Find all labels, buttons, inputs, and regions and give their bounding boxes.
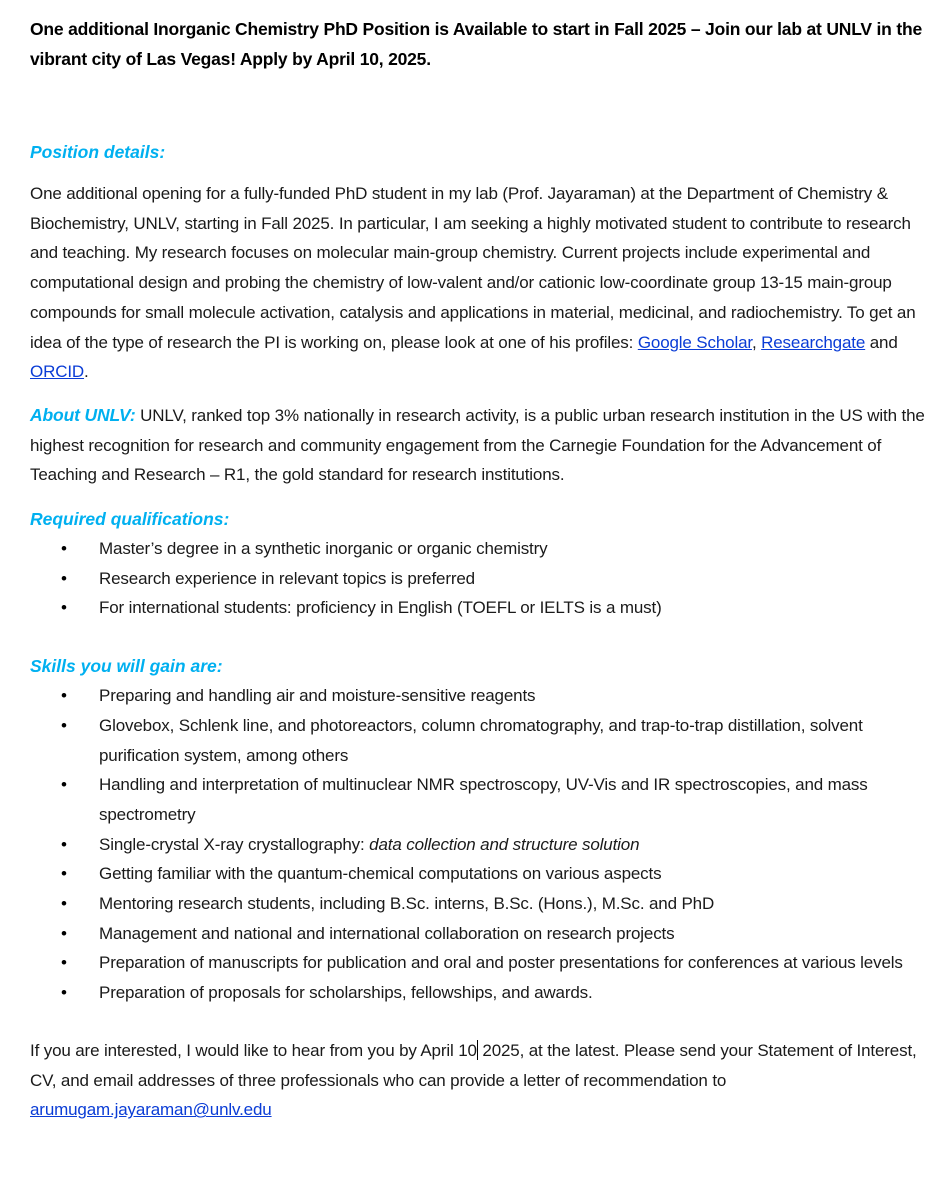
email-link[interactable]: arumugam.jayaraman@unlv.edu (30, 1100, 272, 1120)
about-unlv-paragraph (30, 401, 934, 490)
period: . (84, 362, 89, 382)
google-scholar-link[interactable]: Google Scholar (637, 332, 752, 352)
list-item: • For international students: proficiency in English (TOEFL or IELTS is a must) (30, 593, 934, 623)
list-item: • Preparing and handling air and moisture-sensitive reagents (30, 681, 934, 711)
orcid-link[interactable]: ORCID (30, 362, 85, 382)
list-item: • Master’s degree in a synthetic inorganic or organic chemistry (30, 534, 934, 564)
list-item (30, 830, 934, 860)
list-item: • Preparation of manuscripts for publication and oral and poster presentations for conferences at various levels (30, 948, 934, 978)
skills-heading: Skills you will gain are: (30, 656, 223, 677)
position-text: One additional opening for a fully-funded PhD student in my lab (Prof. Jayaraman) at the Department of Chemistry & Biochemistry, UNLV, starting in Fall 2025. In particular, I am seeking a highly motivated student to contribute to research and teaching. My research focuses on molecular main-group chemistry. Current projects include experimental and computational design and probing the chemistry of low-valent and/or cationic low-coordinate group 13-15 main-group compounds for small molecule activation, catalysis and applications in material, medicinal, and radiochemistry. To get an idea of the type of research the PI is working on, please look at one of his profiles: (30, 184, 916, 352)
skills-list (30, 681, 934, 1008)
page-title: One additional Inorganic Chemistry PhD Position is Available to start in Fall 2025 – Join our lab at UNLV in the vibrant city of Las Vegas! Apply by April 10, 2025. (30, 19, 922, 69)
list-item-italic: data collection and structure solution (369, 834, 640, 854)
qualifications-list (30, 534, 934, 623)
researchgate-link[interactable]: Researchgate (761, 332, 866, 352)
about-unlv-heading: About UNLV: (30, 404, 136, 425)
list-item: • Preparation of proposals for scholarships, fellowships, and awards. (30, 978, 934, 1008)
separator: and (865, 332, 898, 352)
qualifications-heading: Required qualifications: (30, 509, 230, 530)
closing-text: If you are interested, I would like to hear from you by April 10 (30, 1040, 477, 1060)
list-item: • Mentoring research students, including B.Sc. interns, B.Sc. (Hons.), M.Sc. and PhD (30, 889, 934, 919)
closing-text: 2025, at the latest. Please send your Statement of Interest, CV, and email addresses of three professionals who can provide a letter of recommendation to (30, 1040, 917, 1090)
list-item-text: Single-crystal X-ray crystallography: (99, 834, 370, 854)
separator: , (751, 332, 762, 352)
list-item: • Getting familiar with the quantum-chemical computations on various aspects (30, 859, 934, 889)
position-details-paragraph (30, 179, 934, 387)
list-item: • Research experience in relevant topics is preferred (30, 564, 934, 594)
about-unlv-text: UNLV, ranked top 3% nationally in research activity, is a public urban research institution in the US with the highest recognition for research and community engagement from the Carnegie Foundation for the Advancement of Teaching and Research – R1, the gold standard for research institutions. (30, 405, 925, 485)
list-item: • Management and national and international collaboration on research projects (30, 919, 934, 949)
closing-paragraph (30, 1036, 934, 1125)
position-details-heading: Position details: (30, 142, 166, 162)
list-item: • Handling and interpretation of multinuclear NMR spectroscopy, UV-Vis and IR spectroscopies, and mass spectrometry (30, 770, 934, 829)
list-item: • Glovebox, Schlenk line, and photoreactors, column chromatography, and trap-to-trap distillation, solvent purification system, among others (30, 711, 934, 770)
